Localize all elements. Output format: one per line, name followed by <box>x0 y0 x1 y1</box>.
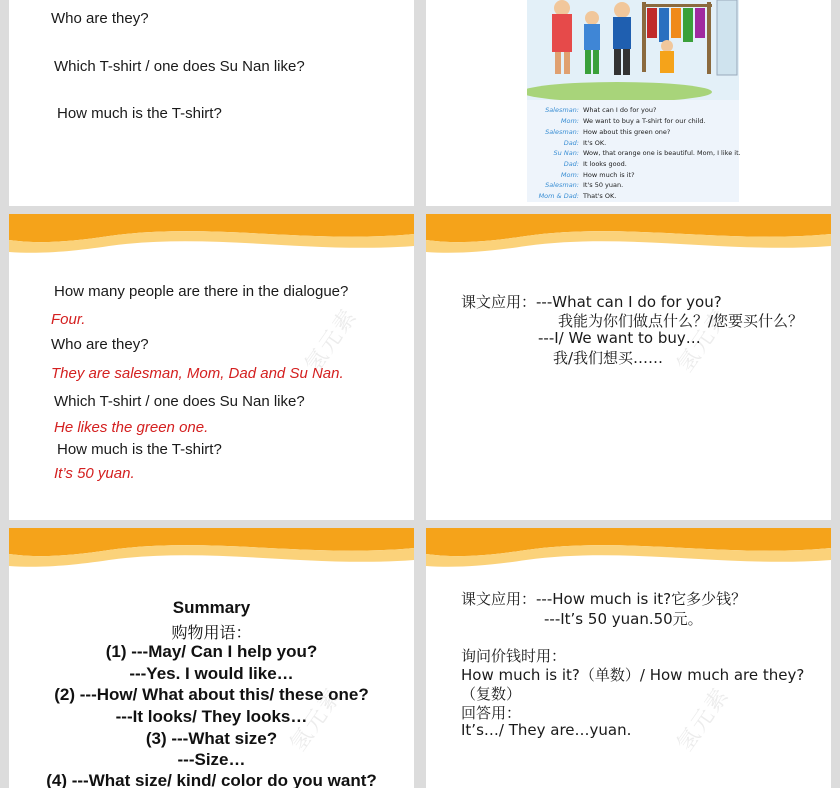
application-line-3: 询问价钱时用： <box>461 647 567 665</box>
watermark: 氢元素 <box>300 303 363 378</box>
summary-line: ---It looks/ They looks… <box>115 707 308 726</box>
question-how-much: How much is the T-shirt? <box>57 105 222 122</box>
question-how-much: How much is the T-shirt? <box>57 441 222 458</box>
question-how-many: How many people are there in the dialogue? <box>54 283 349 300</box>
dialogue-line: Salesman: It's 50 yuan. <box>545 181 624 189</box>
header-wave-decoration <box>426 214 831 264</box>
summary-title: Summary <box>172 598 251 617</box>
slide-questions-top <box>9 0 414 206</box>
application-line-1: 课文应用：---How much is it?它多少钱？ <box>461 590 747 608</box>
application-line-1: 课文应用：---What can I do for you? <box>461 293 722 311</box>
application-line-3: ---I/ We want to buy… <box>538 329 701 347</box>
slide-text-application-1 <box>426 214 831 520</box>
answer-who: They are salesman, Mom, Dad and Su Nan. <box>51 365 344 382</box>
summary-line: (4) ---What size/ kind/ color do you want? <box>46 771 377 788</box>
header-wave-decoration <box>9 528 414 578</box>
application-line-5: （复数） <box>461 685 522 703</box>
answer-which: He likes the green one. <box>54 419 209 436</box>
question-who: Who are they? <box>51 10 149 27</box>
answer-how-many: Four. <box>51 311 86 328</box>
question-which: Which T-shirt / one does Su Nan like? <box>54 393 305 410</box>
dialogue-line: Salesman: How about this green one? <box>545 128 671 136</box>
dialogue-line: Mom: How much is it? <box>560 171 635 179</box>
summary-subtitle: 购物用语： <box>171 623 252 642</box>
application-line-7: It’s…/ They are…yuan. <box>461 721 632 739</box>
dialogue-line: Mom: We want to buy a T-shirt for our child. <box>560 117 706 125</box>
header-wave-decoration <box>9 214 414 264</box>
answer-how-much: It’s 50 yuan. <box>54 465 135 482</box>
watermark: 氢元素 <box>672 303 735 378</box>
summary-line: (2) ---How/ What about this/ these one? <box>54 685 369 704</box>
application-line-4: How much is it?（单数）/ How much are they? <box>461 666 805 684</box>
watermark: 氢元素 <box>285 682 348 757</box>
summary-line: (3) ---What size? <box>145 729 278 748</box>
application-line-2: 我能为你们做点什么？/您要买什么？ <box>558 312 804 330</box>
dialogue-line: Salesman: What can I do for you? <box>545 106 657 114</box>
dialogue-line: Mom & Dad: That's OK. <box>538 192 617 200</box>
dialogue-line: Su Nan: Wow, that orange one is beautiful. Mom, I like it. <box>553 149 741 157</box>
shop-illustration <box>527 0 739 100</box>
slide-text-application-2 <box>426 528 831 788</box>
dialogue-line: Dad: It looks good. <box>563 160 627 168</box>
question-which: Which T-shirt / one does Su Nan like? <box>54 58 305 75</box>
dialogue-line: Dad: It's OK. <box>563 139 607 147</box>
application-line-4: 我/我们想买…… <box>553 349 664 367</box>
summary-line: ---Yes. I would like… <box>129 664 294 683</box>
slide-picture-dialogue <box>426 0 831 206</box>
summary-line: (1) ---May/ Can I help you? <box>105 642 318 661</box>
application-line-2: ---It’s 50 yuan.50元。 <box>544 610 703 628</box>
textbook-picture <box>527 0 739 202</box>
question-who: Who are they? <box>51 336 149 353</box>
slide-summary <box>9 528 414 788</box>
summary-line: ---Size… <box>177 750 246 769</box>
watermark: 氢元素 <box>672 682 735 757</box>
slide-questions-answers <box>9 214 414 520</box>
header-wave-decoration <box>426 528 831 578</box>
application-line-6: 回答用： <box>461 704 522 722</box>
